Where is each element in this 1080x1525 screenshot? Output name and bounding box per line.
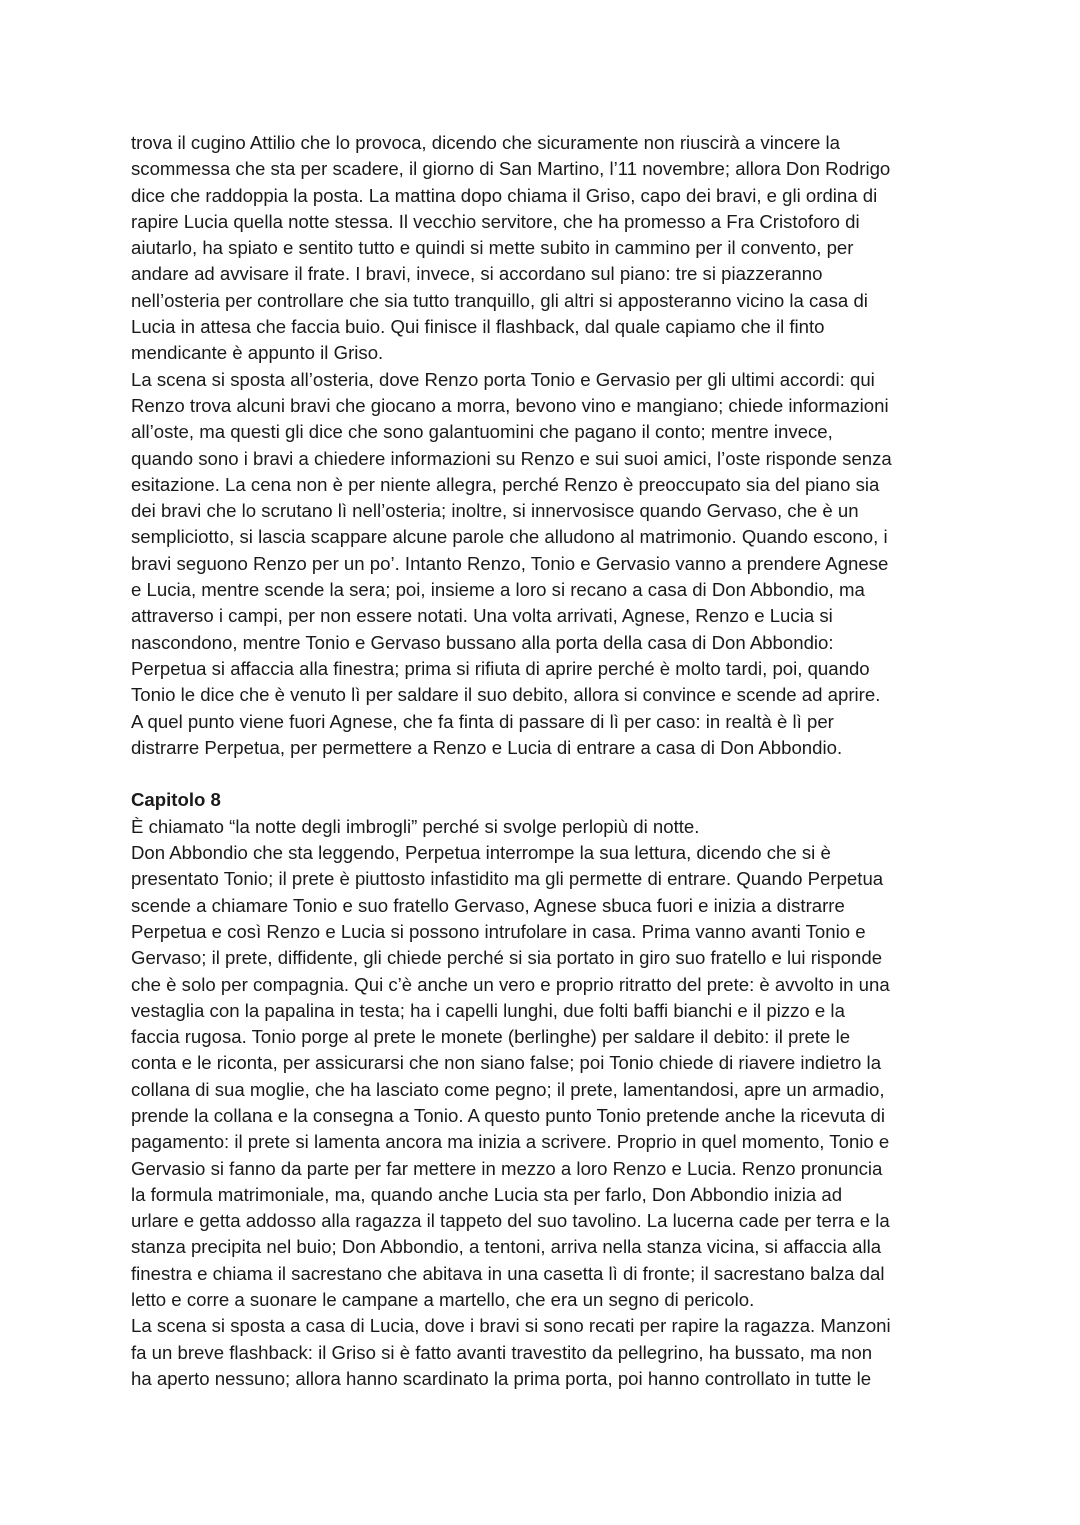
text-line: dice che raddoppia la posta. La mattina dopo chiama il Griso, capo dei bravi, e gli ordina di	[131, 184, 878, 206]
text-line: ha aperto nessuno; allora hanno scardinato la prima porta, poi hanno controllato in tutte le	[131, 1367, 872, 1389]
text-line: rapire Lucia quella notte stessa. Il vecchio servitore, che ha promesso a Fra Cristoforo di	[131, 210, 860, 232]
text-line: pagamento: il prete si lamenta ancora ma inizia a scrivere. Proprio in quel momento, Tonio e	[131, 1131, 890, 1153]
text-line: mendicante è appunto il Griso.	[131, 342, 384, 364]
chapter-heading: Capitolo 8	[131, 789, 221, 811]
text-line: scende a chiamare Tonio e suo fratello Gervaso, Agnese sbuca fuori e inizia a distrarre	[131, 894, 845, 916]
text-line: Perpetua si affaccia alla finestra; prima si rifiuta di aprire perché è molto tardi, poi, quando	[131, 657, 870, 679]
text-line: nell’osteria per controllare che sia tutto tranquillo, gli altri si apposteranno vicino la casa di	[131, 289, 868, 311]
text-line: prende la collana e la consegna a Tonio. A questo punto Tonio pretende anche la ricevuta di	[131, 1104, 885, 1126]
text-line: conta e le riconta, per assicurarsi che non siano false; poi Tonio chiede di riavere indietro la	[131, 1052, 882, 1074]
document-page	[131, 130, 951, 1392]
text-line: La scena si sposta all’osteria, dove Renzo porta Tonio e Gervasio per gli ultimi accordi: qui	[131, 368, 875, 390]
paragraph-gap	[131, 761, 951, 787]
text-line: Don Abbondio che sta leggendo, Perpetua interrompe la sua lettura, dicendo che si è	[131, 842, 831, 864]
text-line: aiutarlo, ha spiato e sentito tutto e quindi si mette subito in cammino per il convento, per	[131, 237, 854, 259]
text-line: attraverso i campi, per non essere notati. Una volta arrivati, Agnese, Renzo e Lucia si	[131, 605, 833, 627]
text-line: esitazione. La cena non è per niente allegra, perché Renzo è preoccupato sia del piano sia	[131, 473, 880, 495]
text-line: Gervasio si fanno da parte per far mettere in mezzo a loro Renzo e Lucia. Renzo pronuncia	[131, 1157, 883, 1179]
text-line: stanza precipita nel buio; Don Abbondio, a tentoni, arriva nella stanza vicina, si affaccia alla	[131, 1236, 882, 1258]
text-line: urlare e getta addosso alla ragazza il tappeto del suo tavolino. La lucerna cade per terra e la	[131, 1210, 890, 1232]
text-line: la formula matrimoniale, ma, quando anche Lucia sta per farlo, Don Abbondio inizia ad	[131, 1183, 843, 1205]
text-line: collana di sua moglie, che ha lasciato come pegno; il prete, lamentandosi, apre un armadio,	[131, 1078, 885, 1100]
text-line: Perpetua e così Renzo e Lucia si possono intrufolare in casa. Prima vanno avanti Tonio e	[131, 920, 866, 942]
text-line: letto e corre a suonare le campane a martello, che era un segno di pericolo.	[131, 1289, 755, 1311]
text-line: scommessa che sta per scadere, il giorno di San Martino, l’11 novembre; allora Don Rodrigo	[131, 158, 891, 180]
text-line: A quel punto viene fuori Agnese, che fa finta di passare di lì per caso: in realtà è lì per	[131, 710, 834, 732]
text-line: Tonio le dice che è venuto lì per saldare il suo debito, allora si convince e scende ad aprire.	[131, 684, 881, 706]
text-line: finestra e chiama il sacrestano che abitava in una casetta lì di fronte; il sacrestano balza dal	[131, 1262, 885, 1284]
text-line: all’oste, ma questi gli dice che sono galantuomini che pagano il conto; mentre invece,	[131, 421, 833, 443]
text-line: Lucia in attesa che faccia buio. Qui finisce il flashback, dal quale capiamo che il finto	[131, 316, 825, 338]
text-line: nascondono, mentre Tonio e Gervaso bussano alla porta della casa di Don Abbondio:	[131, 631, 834, 653]
paragraph-block-2	[131, 814, 951, 1393]
paragraph-block-1	[131, 130, 951, 761]
text-line: Gervaso; il prete, diffidente, gli chiede perché si sia portato in giro suo fratello e lui risponde	[131, 947, 883, 969]
text-line: presentato Tonio; il prete è piuttosto infastidito ma gli permette di entrare. Quando Perpetua	[131, 868, 884, 890]
text-line: La scena si sposta a casa di Lucia, dove i bravi si sono recati per rapire la ragazza. Manzoni	[131, 1315, 891, 1337]
text-line: e Lucia, mentre scende la sera; poi, insieme a loro si recano a casa di Don Abbondio, ma	[131, 579, 865, 601]
text-line: vestaglia con la papalina in testa; ha i capelli lunghi, due folti baffi bianchi e il pizzo e la	[131, 999, 845, 1021]
text-line: andare ad avvisare il frate. I bravi, invece, si accordano sul piano: tre si piazzeranno	[131, 263, 823, 285]
text-line: faccia rugosa. Tonio porge al prete le monete (berlinghe) per saldare il debito: il prete le	[131, 1026, 851, 1048]
text-line: È chiamato “la notte degli imbrogli” perché si svolge perlopiù di notte.	[131, 815, 700, 837]
text-line: distrarre Perpetua, per permettere a Renzo e Lucia di entrare a casa di Don Abbondio.	[131, 736, 843, 758]
text-line: quando sono i bravi a chiedere informazioni su Renzo e sui suoi amici, l’oste risponde senza	[131, 447, 892, 469]
text-line: che è solo per compagnia. Qui c’è anche un vero e proprio ritratto del prete: è avvolto in una	[131, 973, 890, 995]
text-line: Renzo trova alcuni bravi che giocano a morra, bevono vino e mangiano; chiede informazioni	[131, 394, 889, 416]
text-line: sempliciotto, si lascia scappare alcune parole che alludono al matrimonio. Quando escono, i	[131, 526, 888, 548]
text-line: dei bravi che lo scrutano lì nell’osteria; inoltre, si innervosisce quando Gervaso, che è un	[131, 500, 859, 522]
text-line: bravi seguono Renzo per un po’. Intanto Renzo, Tonio e Gervasio vanno a prendere Agnese	[131, 552, 889, 574]
text-line: trova il cugino Attilio che lo provoca, dicendo che sicuramente non riuscirà a vincere la	[131, 132, 841, 153]
text-line: fa un breve flashback: il Griso si è fatto avanti travestito da pellegrino, ha bussato, ma non	[131, 1341, 873, 1363]
